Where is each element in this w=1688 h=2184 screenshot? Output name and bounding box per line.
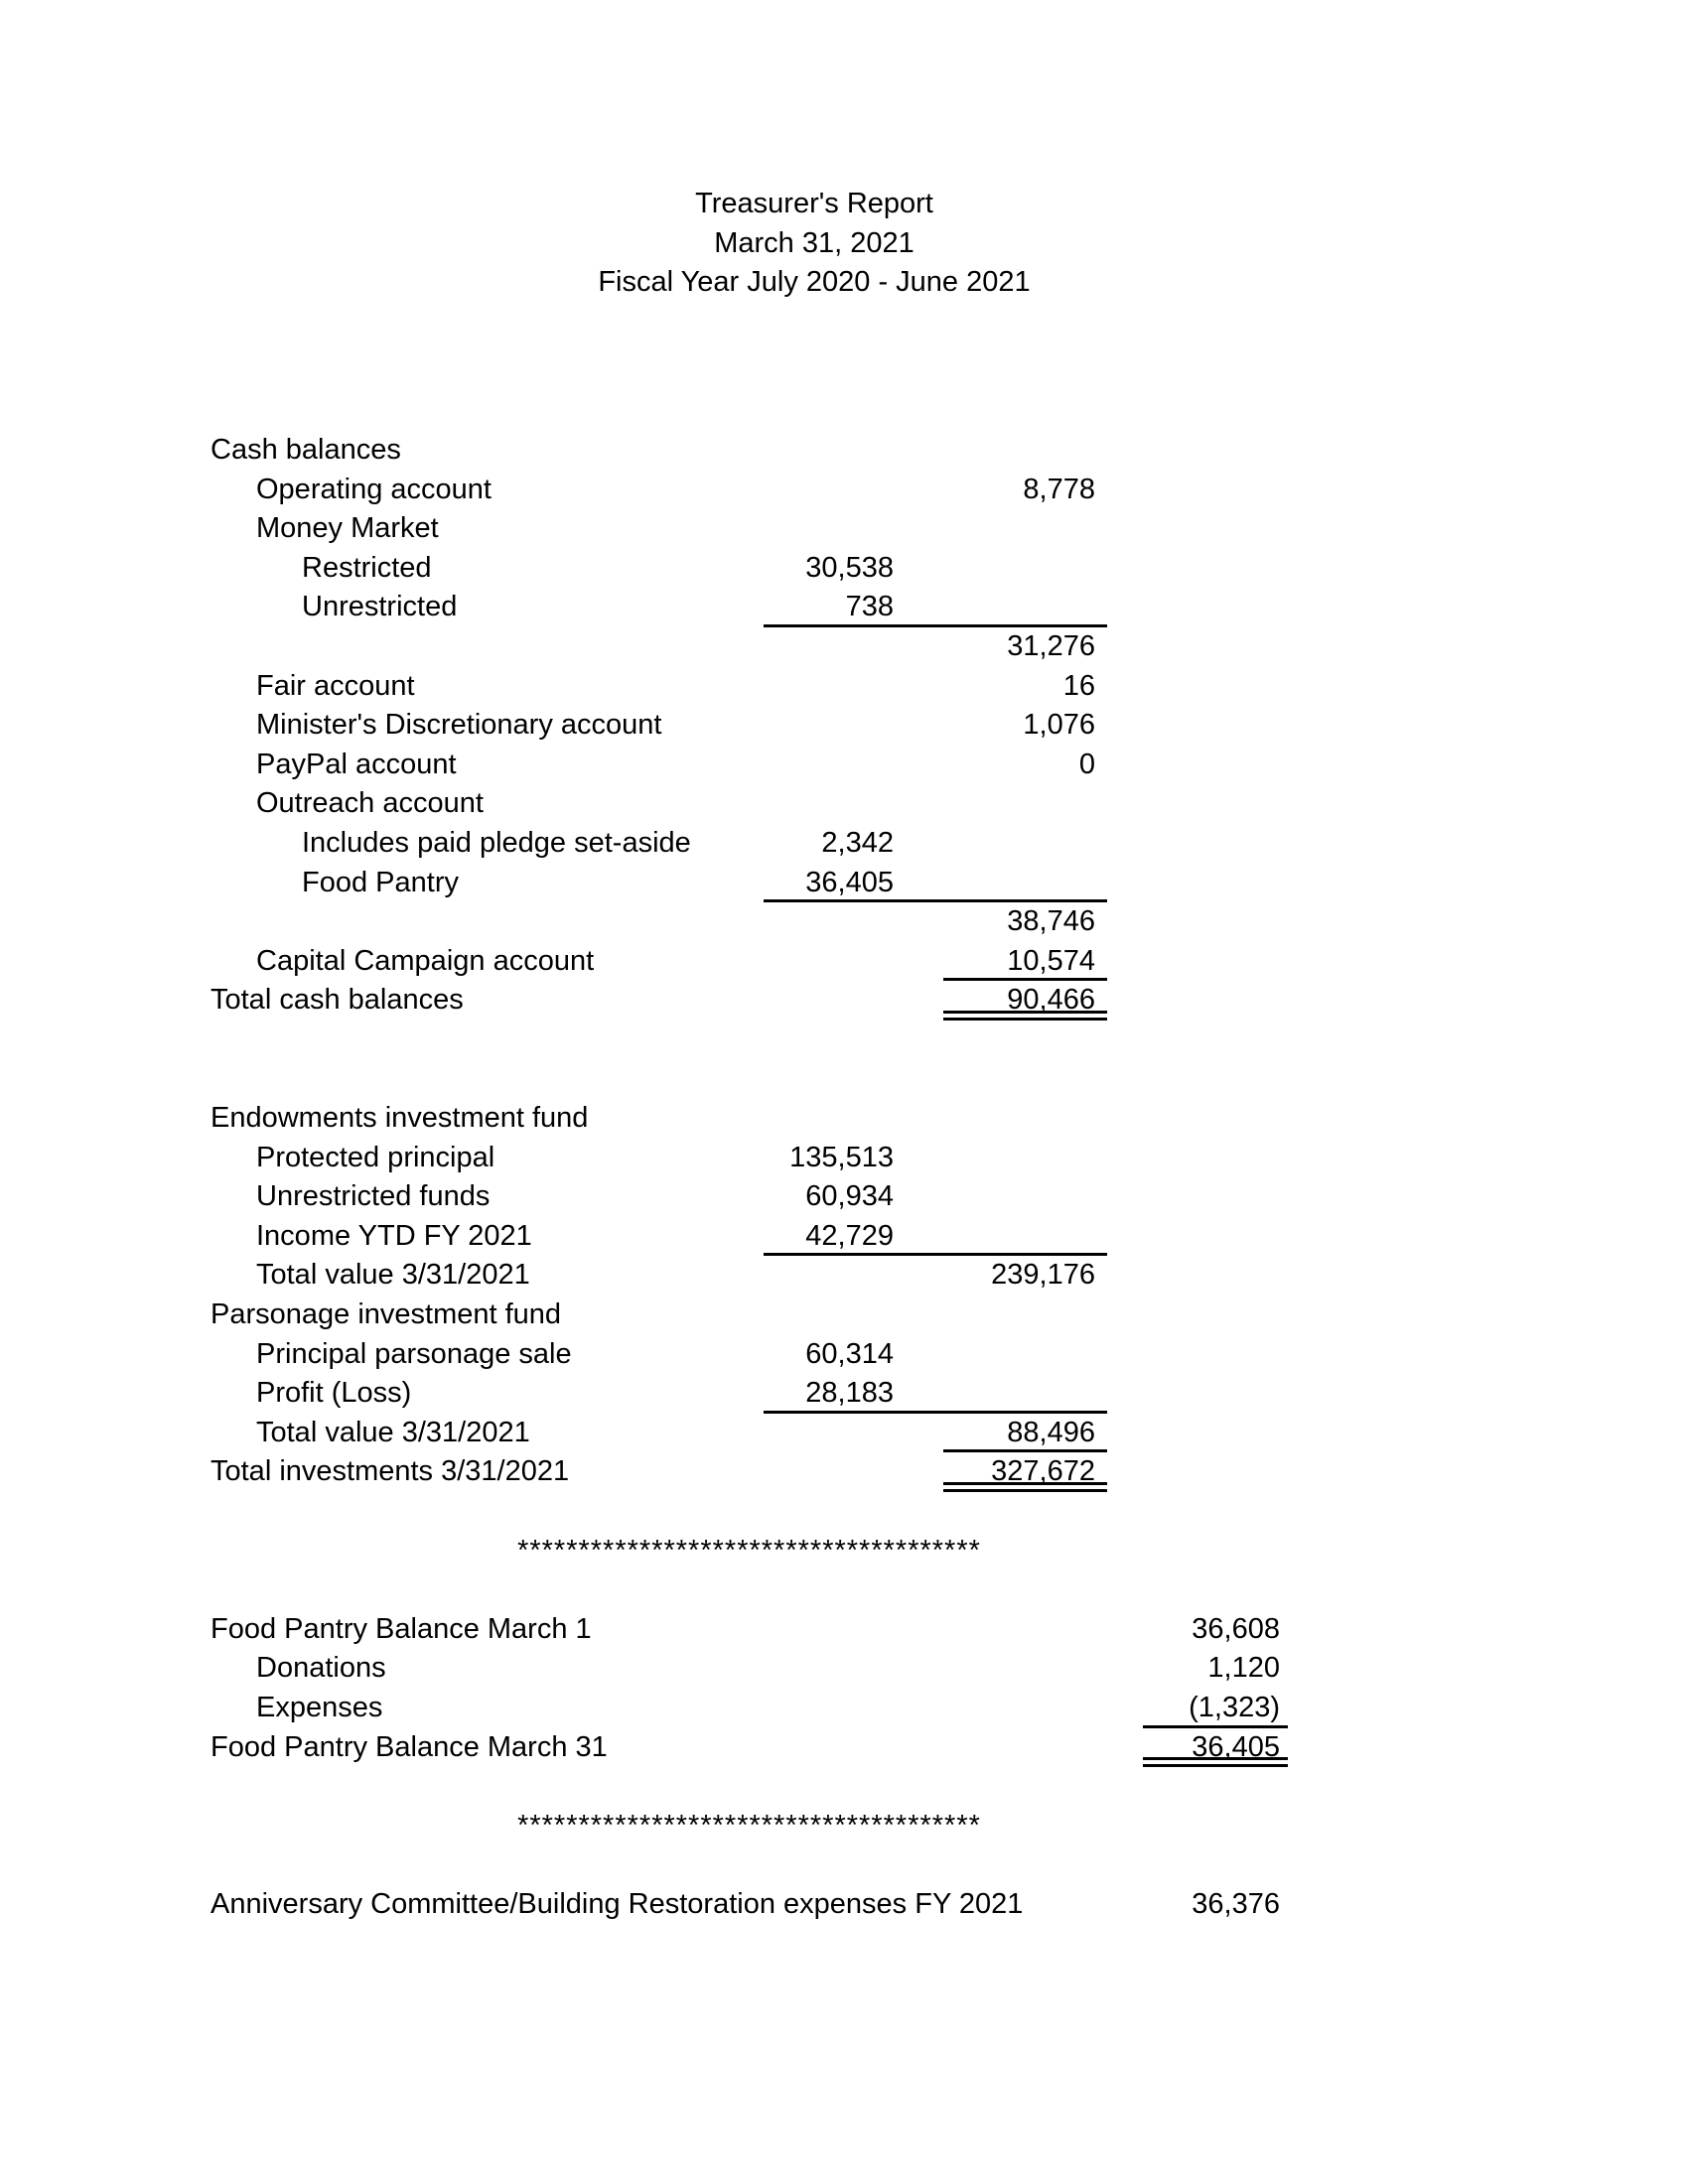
report-row — [211, 431, 1288, 471]
row-label: Expenses — [256, 1692, 383, 1723]
subtotal-amount — [943, 1689, 1107, 1728]
fiscal-year: Fiscal Year July 2020 - June 2021 — [598, 266, 1031, 299]
report-row — [211, 1099, 1288, 1139]
asterisk-separator: ************************************** — [517, 1534, 981, 1567]
report-date: March 31, 2021 — [714, 226, 914, 259]
column-spacer — [1107, 981, 1143, 1021]
report-title: Treasurer's Report — [695, 188, 933, 219]
report-row — [211, 1256, 1288, 1296]
report-row — [211, 1296, 1288, 1335]
subtotal-amount: 239,176 — [991, 1259, 1095, 1292]
row-label: Donations — [256, 1652, 386, 1685]
detail-amount — [764, 746, 943, 785]
report-row — [211, 864, 1288, 903]
column-spacer — [1107, 1256, 1143, 1296]
pantry-amount — [1143, 706, 1288, 746]
pantry-amount: (1,323) — [1143, 1689, 1288, 1728]
subtotal-amount — [943, 1139, 1107, 1178]
subtotal-amount — [943, 784, 1107, 824]
row-label: Money Market — [256, 512, 439, 545]
pantry-amount — [1143, 1217, 1288, 1257]
report-row — [211, 1649, 1288, 1689]
report-row — [211, 627, 1288, 667]
row-label: Fair account — [256, 669, 415, 702]
column-spacer — [1107, 471, 1143, 510]
subtotal-amount: 1,076 — [1023, 709, 1095, 742]
row-label — [211, 627, 764, 667]
separator-row — [211, 1532, 1288, 1571]
pantry-amount — [1143, 784, 1288, 824]
pantry-amount — [1143, 667, 1288, 707]
row-label: Total value 3/31/2021 — [256, 1259, 530, 1292]
pantry-amount — [1143, 824, 1288, 864]
subtotal-amount — [943, 824, 1107, 864]
report-row — [211, 1885, 1288, 1925]
column-spacer — [1107, 1414, 1143, 1453]
pantry-amount: 36,405 — [1143, 1728, 1288, 1768]
column-spacer — [1107, 824, 1143, 864]
blank-row — [211, 1021, 1288, 1060]
report-row — [211, 1335, 1288, 1375]
report-row — [211, 509, 1288, 549]
pantry-amount — [1143, 746, 1288, 785]
detail-amount: 135,513 — [789, 1141, 894, 1173]
column-spacer — [1107, 746, 1143, 785]
subtotal-amount — [943, 1177, 1107, 1217]
row-label: Cash balances — [211, 434, 401, 466]
pantry-amount: 36,608 — [1192, 1612, 1280, 1645]
row-label: Principal parsonage sale — [256, 1337, 572, 1370]
column-spacer — [1107, 1335, 1143, 1375]
detail-amount: 60,314 — [805, 1337, 894, 1370]
subtotal-amount — [943, 1099, 1107, 1139]
pantry-amount — [1143, 1296, 1288, 1335]
row-label: Food Pantry Balance March 1 — [211, 1612, 592, 1645]
row-label: Unrestricted funds — [256, 1180, 491, 1213]
pantry-amount — [1143, 1452, 1288, 1492]
row-label — [211, 902, 764, 942]
detail-amount — [764, 706, 943, 746]
report-row — [211, 588, 1288, 627]
detail-amount: 60,934 — [805, 1180, 894, 1213]
pantry-amount — [1143, 627, 1288, 667]
pantry-amount — [1143, 509, 1288, 549]
column-spacer — [1107, 1728, 1143, 1768]
row-label: Food Pantry — [302, 866, 459, 898]
column-spacer — [1107, 1649, 1143, 1689]
subtotal-amount — [943, 1335, 1107, 1375]
detail-amount — [764, 1296, 943, 1335]
detail-amount: 738 — [764, 588, 943, 627]
pantry-amount — [1143, 1099, 1288, 1139]
subtotal-amount — [943, 1610, 1107, 1650]
row-label: Minister's Discretionary account — [256, 709, 662, 742]
row-label: Profit (Loss) — [256, 1377, 412, 1410]
blank-row — [211, 1060, 1288, 1100]
subtotal-amount: 327,672 — [943, 1452, 1107, 1492]
column-spacer — [1107, 1296, 1143, 1335]
subtotal-amount: 31,276 — [1007, 629, 1095, 662]
report-row — [211, 706, 1288, 746]
column-spacer — [1107, 627, 1143, 667]
column-spacer — [1107, 549, 1143, 589]
report-row — [211, 1414, 1288, 1453]
detail-amount: 42,729 — [764, 1217, 943, 1257]
column-spacer — [1107, 1689, 1143, 1728]
report-title-block — [417, 185, 1211, 303]
column-spacer — [1107, 784, 1143, 824]
pantry-amount — [1143, 431, 1288, 471]
subtotal-amount: 8,778 — [1023, 473, 1095, 505]
report-row — [211, 549, 1288, 589]
column-spacer — [1107, 509, 1143, 549]
row-label: PayPal account — [256, 748, 457, 780]
detail-amount: 36,405 — [764, 864, 943, 903]
report-row — [211, 1177, 1288, 1217]
subtotal-amount — [943, 864, 1107, 903]
column-spacer — [1107, 1177, 1143, 1217]
row-label: Total value 3/31/2021 — [256, 1416, 530, 1448]
row-label: Operating account — [256, 473, 492, 505]
pantry-amount — [1143, 1414, 1288, 1453]
row-label: Protected principal — [256, 1141, 495, 1173]
detail-amount — [764, 1649, 943, 1689]
column-spacer — [1107, 667, 1143, 707]
column-spacer — [1107, 1217, 1143, 1257]
subtotal-amount: 88,496 — [943, 1414, 1107, 1453]
subtotal-amount — [943, 588, 1107, 627]
detail-amount — [764, 509, 943, 549]
report-row — [211, 784, 1288, 824]
pantry-amount — [1143, 902, 1288, 942]
pantry-amount — [1143, 1374, 1288, 1414]
blank-row — [211, 1845, 1288, 1885]
subtotal-amount — [943, 1217, 1107, 1257]
subtotal-amount — [943, 1649, 1107, 1689]
column-spacer — [1107, 1610, 1143, 1650]
row-label: Restricted — [302, 551, 432, 584]
pantry-amount — [1143, 1139, 1288, 1178]
column-spacer — [1107, 588, 1143, 627]
pantry-amount — [1143, 588, 1288, 627]
detail-amount — [764, 627, 943, 667]
detail-amount — [764, 431, 943, 471]
column-spacer — [1107, 1099, 1143, 1139]
subtotal-amount — [943, 1296, 1107, 1335]
blank-row — [211, 1492, 1288, 1532]
column-spacer — [1107, 864, 1143, 903]
report-row — [211, 1139, 1288, 1178]
subtotal-amount — [943, 1728, 1107, 1768]
subtotal-amount — [943, 509, 1107, 549]
row-label: Income YTD FY 2021 — [256, 1219, 532, 1252]
pantry-amount: 1,120 — [1207, 1652, 1280, 1685]
pantry-amount: 36,376 — [1192, 1887, 1280, 1920]
detail-amount — [764, 1099, 943, 1139]
report-row — [211, 1374, 1288, 1414]
subtotal-amount — [943, 1374, 1107, 1414]
subtotal-amount: 10,574 — [943, 942, 1107, 982]
detail-amount: 30,538 — [805, 551, 894, 584]
blank-row — [211, 1570, 1288, 1610]
pantry-amount — [1143, 549, 1288, 589]
asterisk-separator: ************************************** — [517, 1809, 981, 1842]
pantry-amount — [1143, 1335, 1288, 1375]
report-row — [211, 1689, 1288, 1728]
column-spacer — [1107, 942, 1143, 982]
detail-amount — [764, 1610, 943, 1650]
row-label: Anniversary Committee/Building Restoration expenses FY 2021 — [211, 1887, 1024, 1920]
pantry-amount — [1143, 942, 1288, 982]
subtotal-amount — [943, 549, 1107, 589]
detail-amount — [764, 1414, 943, 1453]
detail-amount — [764, 942, 943, 982]
separator-row — [211, 1807, 1288, 1846]
report-row — [211, 942, 1288, 982]
detail-amount: 2,342 — [821, 826, 894, 859]
row-label: Capital Campaign account — [256, 944, 595, 977]
pantry-amount — [1143, 981, 1288, 1021]
row-label: Food Pantry Balance March 31 — [211, 1730, 608, 1763]
column-spacer — [1107, 1139, 1143, 1178]
subtotal-amount: 90,466 — [943, 981, 1107, 1021]
pantry-amount — [1143, 864, 1288, 903]
row-label: Parsonage investment fund — [211, 1298, 562, 1331]
detail-amount — [764, 981, 943, 1021]
report-row — [211, 1728, 1288, 1768]
report-row — [211, 746, 1288, 785]
report-row — [211, 824, 1288, 864]
detail-amount — [764, 471, 943, 510]
detail-amount — [764, 784, 943, 824]
detail-amount — [764, 1689, 943, 1728]
subtotal-amount — [943, 1885, 1107, 1925]
detail-amount — [764, 902, 943, 942]
detail-amount: 28,183 — [764, 1374, 943, 1414]
row-label: Includes paid pledge set-aside — [302, 826, 691, 859]
report-row — [211, 1610, 1288, 1650]
detail-amount — [764, 1885, 943, 1925]
column-spacer — [1107, 1885, 1143, 1925]
row-label: Total investments 3/31/2021 — [211, 1455, 570, 1488]
report-row — [211, 1217, 1288, 1257]
detail-amount — [764, 1452, 943, 1492]
report-row — [211, 471, 1288, 510]
detail-amount — [764, 1256, 943, 1296]
report-row — [211, 902, 1288, 942]
column-spacer — [1107, 706, 1143, 746]
report-row — [211, 1452, 1288, 1492]
subtotal-amount: 16 — [1062, 669, 1095, 702]
column-spacer — [1107, 431, 1143, 471]
subtotal-amount: 38,746 — [1007, 905, 1095, 938]
row-label: Total cash balances — [211, 984, 464, 1017]
column-spacer — [1107, 1452, 1143, 1492]
column-spacer — [1107, 902, 1143, 942]
column-spacer — [1107, 1374, 1143, 1414]
detail-amount — [764, 1728, 943, 1768]
row-label: Endowments investment fund — [211, 1102, 589, 1135]
row-label: Outreach account — [256, 787, 484, 820]
detail-amount — [764, 667, 943, 707]
pantry-amount — [1143, 1177, 1288, 1217]
subtotal-amount: 0 — [1078, 748, 1095, 780]
report-body — [211, 431, 1288, 1925]
report-row — [211, 981, 1288, 1021]
subtotal-amount — [943, 431, 1107, 471]
row-label: Unrestricted — [302, 591, 458, 623]
report-row — [211, 667, 1288, 707]
pantry-amount — [1143, 471, 1288, 510]
blank-row — [211, 1767, 1288, 1807]
pantry-amount — [1143, 1256, 1288, 1296]
